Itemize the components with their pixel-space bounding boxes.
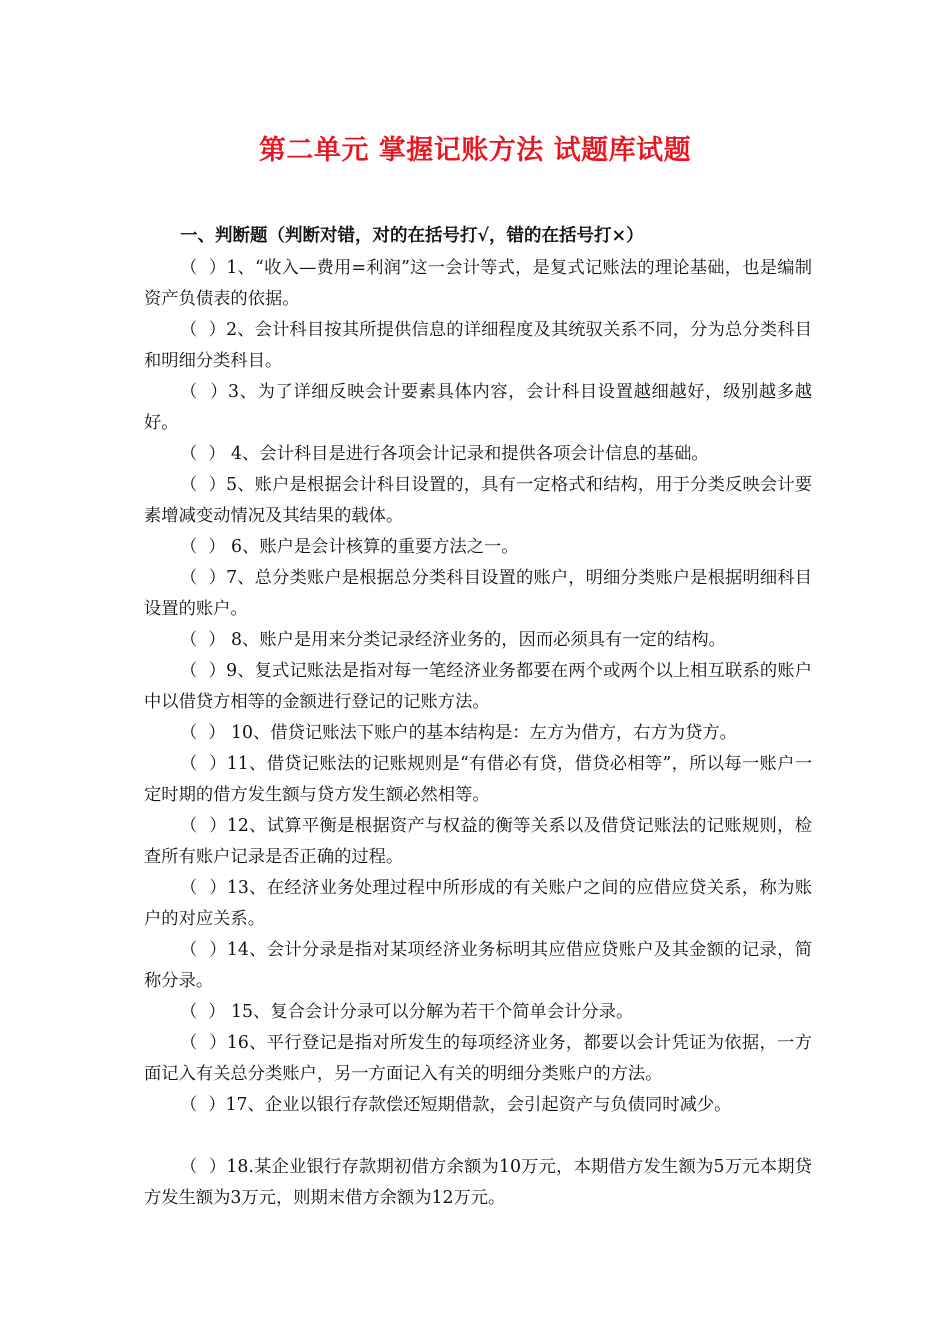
answer-bracket[interactable]: （ ）	[180, 1002, 226, 1022]
question-item	[144, 377, 812, 439]
question-text: 4、会计科目是进行各项会计记录和提供各项会计信息的基础。	[225, 444, 709, 464]
question-text: 6、账户是会计核算的重要方法之一。	[225, 537, 519, 557]
answer-bracket[interactable]: （ ）	[180, 320, 227, 340]
question-text: 2、会计科目按其所提供信息的详细程度及其统驭关系不同，分为总分类科目和明细分类科目。	[144, 320, 812, 371]
question-text: 7、总分类账户是根据总分类科目设置的账户，明细分类账户是根据明细科目设置的账户。	[144, 568, 812, 619]
section-heading-true-false: 一、判断题（判断对错，对的在括号打√，错的在括号打×）	[180, 226, 644, 246]
answer-bracket[interactable]: （ ）	[180, 1157, 227, 1177]
question-text: 16、平行登记是指对所发生的每项经济业务，都要以会计凭证为依据，一方面记入有关总分类账户，另一方面记入有关的明细分类账户的方法。	[144, 1033, 812, 1084]
question-text: 9、复式记账法是指对每一笔经济业务都要在两个或两个以上相互联系的账户中以借贷方相等的金额进行登记的记账方法。	[144, 661, 812, 712]
question-item	[144, 532, 812, 563]
answer-bracket[interactable]: （ ）	[180, 258, 227, 278]
answer-bracket[interactable]: （ ）	[180, 816, 227, 836]
question-item	[144, 873, 812, 935]
question-text: 17、企业以银行存款偿还短期借款，会引起资产与负债同时减少。	[225, 1095, 732, 1115]
question-item	[144, 1028, 812, 1090]
question-item	[144, 315, 812, 377]
answer-bracket[interactable]: （ ）	[180, 940, 227, 960]
answer-bracket[interactable]: （ ）	[180, 878, 227, 898]
question-text: 13、在经济业务处理过程中所形成的有关账户之间的应借应贷关系，称为账户的对应关系。	[144, 878, 812, 929]
answer-bracket[interactable]: （ ）	[180, 723, 226, 743]
question-text: 5、账户是根据会计科目设置的，具有一定格式和结构，用于分类反映会计要素增减变动情况及其结果的载体。	[144, 475, 812, 526]
question-item	[144, 811, 812, 873]
question-text: 11、借贷记账法的记账规则是“有借必有贷，借贷必相等”，所以每一账户一定时期的借方发生额与贷方发生额必然相等。	[144, 754, 812, 805]
question-item	[144, 1090, 812, 1121]
question-text: 18.某企业银行存款期初借方余额为10万元，本期借方发生额为5万元本期贷方发生额为3万元，则期末借方余额为12万元。	[144, 1157, 812, 1208]
document-title: 第二单元 掌握记账方法 试题库试题	[258, 135, 692, 166]
question-item	[144, 749, 812, 811]
question-item	[144, 656, 812, 718]
answer-bracket[interactable]: （ ）	[180, 1033, 227, 1053]
question-text: 10、借贷记账法下账户的基本结构是：左方为借方，右方为贷方。	[225, 723, 737, 743]
question-item	[144, 563, 812, 625]
answer-bracket[interactable]: （ ）	[180, 475, 227, 495]
question-item	[144, 935, 812, 997]
answer-bracket[interactable]: （ ）	[180, 661, 227, 681]
answer-bracket[interactable]: （ ）	[180, 382, 229, 402]
question-text: 1、“收入—费用=利润”这一会计等式，是复式记账法的理论基础，也是编制资产负债表的依据。	[144, 258, 812, 309]
question-text: 8、账户是用来分类记录经济业务的，因而必须具有一定的结构。	[225, 630, 726, 650]
answer-bracket[interactable]: （ ）	[180, 568, 227, 588]
question-text: 14、会计分录是指对某项经济业务标明其应借应贷账户及其金额的记录，简称分录。	[144, 940, 812, 991]
question-list	[144, 253, 812, 1214]
answer-bracket[interactable]: （ ）	[180, 537, 226, 557]
question-item	[144, 625, 812, 656]
question-item	[144, 439, 812, 470]
question-item	[144, 1152, 812, 1214]
answer-bracket[interactable]: （ ）	[180, 444, 226, 464]
question-item	[144, 470, 812, 532]
question-item	[144, 718, 812, 749]
question-text: 15、复合会计分录可以分解为若干个简单会计分录。	[225, 1002, 634, 1022]
answer-bracket[interactable]: （ ）	[180, 1095, 226, 1115]
question-text: 12、试算平衡是根据资产与权益的衡等关系以及借贷记账法的记账规则，检查所有账户记录是否正确的过程。	[144, 816, 812, 867]
question-item	[144, 253, 812, 315]
question-item	[144, 997, 812, 1028]
answer-bracket[interactable]: （ ）	[180, 754, 227, 774]
answer-bracket[interactable]: （ ）	[180, 630, 226, 650]
question-text: 3、为了详细反映会计要素具体内容，会计科目设置越细越好，级别越多越好。	[144, 382, 812, 433]
